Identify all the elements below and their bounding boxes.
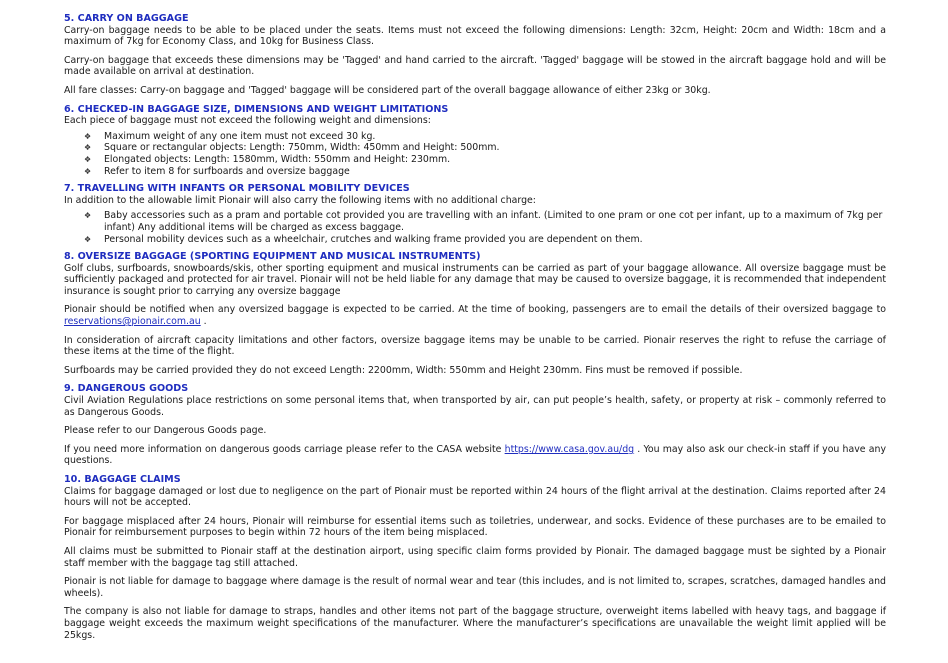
section-heading: 9. DANGEROUS GOODS <box>64 383 189 395</box>
section-carry-on-baggage <box>64 13 886 97</box>
paragraph: Pionair is not liable for damage to baggage where damage is the result of normal wear and tear (this includes, and is not limited to, scrapes, scratches, damaged handles and wheels). <box>64 576 886 599</box>
paragraph: Surfboards may be carried provided they do not exceed Length: 2200mm, Width: 550mm and Height 230mm. Fins must be removed if possible. <box>64 364 743 376</box>
paragraph: In consideration of aircraft capacity limitations and other factors, oversize baggage items may be unable to be carried. Pionair reserves the right to refuse the carriage of these items at the time of the flight. <box>64 334 886 358</box>
section-heading: 5. CARRY ON BAGGAGE <box>64 13 189 24</box>
list-item: ❖ Refer to item 8 for surfboards and oversize baggage <box>84 166 886 178</box>
paragraph: Please refer to our Dangerous Goods page. <box>64 425 267 437</box>
paragraph <box>64 444 886 467</box>
paragraph: Carry-on baggage needs to be able to be placed under the seats. Items must not exceed the following dimensions: Length: 32cm, Height: 20cm and Width: 18cm and a maximum of 7kg for Economy Class, and 10kg for Business Class. <box>64 24 886 48</box>
section-oversize-baggage <box>64 251 886 376</box>
text: . You may also ask our check-in staff if you have any questions. <box>64 443 886 467</box>
section-heading: 8. OVERSIZE BAGGAGE (SPORTING EQUIPMENT AND MUSICAL INSTRUMENTS) <box>64 251 481 263</box>
paragraph: Each piece of baggage must not exceed the following weight and dimensions: <box>64 115 431 127</box>
paragraph: For baggage misplaced after 24 hours, Pionair will reimburse for essential items such as toiletries, underwear, and socks. Evidence of these purchases are to be emailed to Pionair for reimbursement purposes to begin within 72 hours of the item being misplaced. <box>64 515 886 539</box>
paragraph: Claims for baggage damaged or lost due to negligence on the part of Pionair must be reported within 24 hours of the flight arrival at the destination. Claims reported after 24 hours will not be accepted. <box>64 485 886 509</box>
paragraph: In addition to the allowable limit Pionair will also carry the following items with no additional charge: <box>64 194 536 206</box>
section-heading: 7. TRAVELLING WITH INFANTS OR PERSONAL MOBILITY DEVICES <box>64 183 410 195</box>
section-baggage-claims <box>64 474 886 641</box>
text: Pionair should be notified when any oversized baggage is expected to be carried. At the time of booking, passengers are to email the details of their oversized baggage to <box>64 304 886 316</box>
bullet-list <box>64 210 886 245</box>
casa-website-link[interactable]: https://www.casa.gov.au/dg <box>504 443 635 455</box>
section-dangerous-goods <box>64 383 886 467</box>
document-page <box>64 13 886 648</box>
text: If you need more information on dangerous goods carriage please refer to the CASA website <box>64 443 505 455</box>
paragraph: The company is also not liable for damage to straps, handles and other items not part of the baggage structure, overweight items labelled with heavy tags, and baggage if baggage weight exceeds the maximum weight specifications of the manufacturer. Where the manufacturer’s specifications are unavailable the weight limit applied will be 25kgs. <box>64 606 886 641</box>
paragraph: All claims must be submitted to Pionair staff at the destination airport, using specific claim forms provided by Pionair. The damaged baggage must be sighted by a Pionair staff member with the baggage tag still attached. <box>64 545 886 569</box>
list-item: ❖ Maximum weight of any one item must not exceed 30 kg. <box>84 131 886 143</box>
paragraph: Civil Aviation Regulations place restrictions on some personal items that, when transported by air, can put people’s health, safety, or property at risk – commonly referred to as Dangerous Goods. <box>64 395 886 418</box>
list-item: ❖ Square or rectangular objects: Length: 750mm, Width: 450mm and Height: 500mm. <box>84 142 886 154</box>
text: . <box>200 316 207 328</box>
reservations-email-link[interactable]: reservations@pionair.com.au <box>64 316 201 328</box>
paragraph: Carry-on baggage that exceeds these dimensions may be 'Tagged' and hand carried to the aircraft. 'Tagged' baggage will be stowed in the aircraft baggage hold and will be made available on arrival at destination. <box>64 54 886 78</box>
section-infants-mobility <box>64 183 886 245</box>
section-checked-in-baggage <box>64 104 886 178</box>
section-heading: 10. BAGGAGE CLAIMS <box>64 474 181 485</box>
paragraph: All fare classes: Carry-on baggage and 'Tagged' baggage will be considered part of the overall baggage allowance of either 23kg or 30kg. <box>64 84 711 96</box>
paragraph: Golf clubs, surfboards, snowboards/skis, other sporting equipment and musical instruments can be carried as part of your baggage allowance. All oversize baggage must be sufficiently packaged and protected for air travel. Pionair will not be held liable for any damage that may be caused to oversize baggage, it is recommended that independent insurance is sought prior to carrying any oversize baggage <box>64 262 886 297</box>
list-item: ❖ Personal mobility devices such as a wheelchair, crutches and walking frame provided you are dependent on them. <box>84 234 886 246</box>
section-heading: 6. CHECKED-IN BAGGAGE SIZE, DIMENSIONS AND WEIGHT LIMITATIONS <box>64 103 449 115</box>
list-item: ❖ Elongated objects: Length: 1580mm, Width: 550mm and Height: 230mm. <box>84 154 886 166</box>
bullet-list <box>64 131 886 177</box>
list-item: ❖ Baby accessories such as a pram and portable cot provided you are travelling with an infant. (Limited to one pram or one cot per infant, up to a maximum of 7kg per infant) Any additional items will be charged as excess baggage. <box>84 210 886 233</box>
paragraph <box>64 304 886 327</box>
